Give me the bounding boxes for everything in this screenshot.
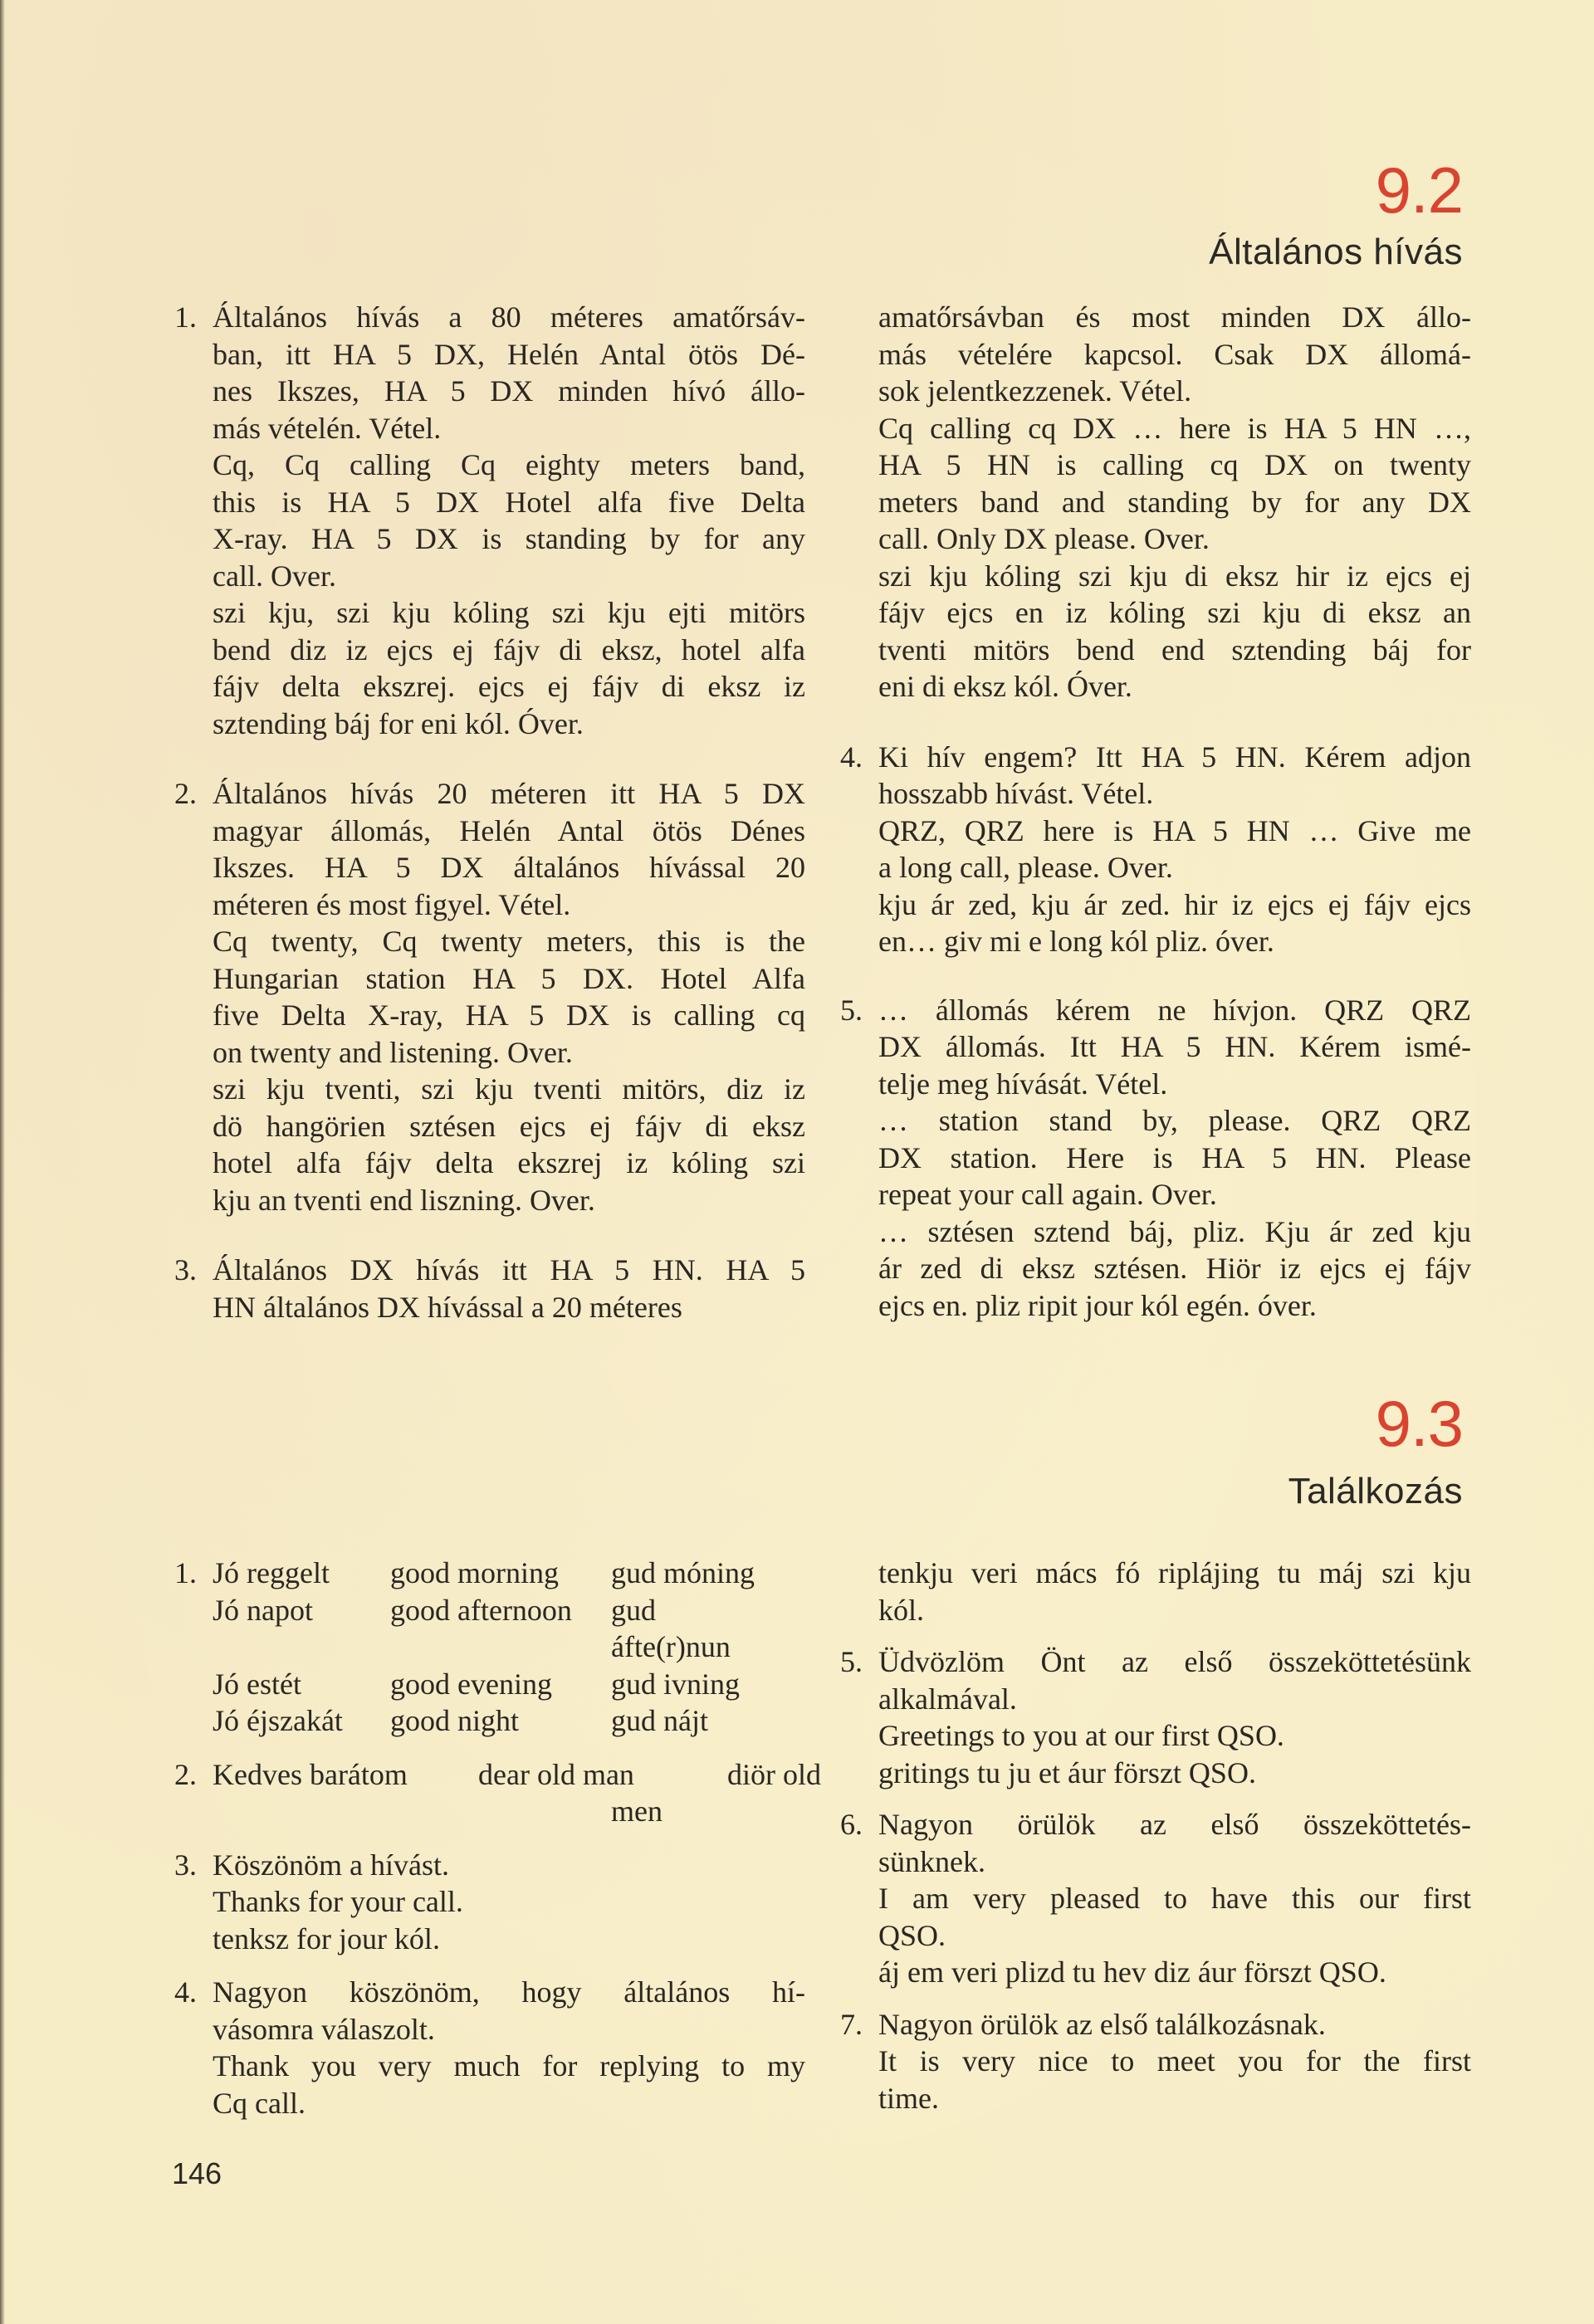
- text-line: Ikszes. HA 5 DX általános hívással 20: [213, 851, 805, 884]
- greeting-pron: gud ivning: [611, 1667, 741, 1701]
- greeting-en: good evening: [390, 1667, 552, 1701]
- phrase-pronunciation: diör old: [727, 1757, 821, 1791]
- text-line: Nagyon köszönöm, hogy általános hí-: [213, 1975, 805, 2009]
- numbered-item: [174, 1847, 805, 1958]
- numbered-item: [840, 299, 1471, 706]
- greetings-item: [174, 1555, 805, 1740]
- greeting-hu: Jó éjszakát: [213, 1704, 343, 1737]
- item-number: 1.: [174, 1556, 197, 1589]
- text-line: alkalmával.: [878, 1682, 1017, 1716]
- page-number: 146: [172, 2156, 222, 2190]
- text-line: DX station. Here is HA 5 HN. Please: [878, 1140, 1471, 1174]
- section-title-altalanos-hivas: Általános hívás: [1209, 232, 1463, 272]
- item-number: 5.: [840, 993, 863, 1027]
- text-line: Ki hív engem? Itt HA 5 HN. Kérem adjon: [878, 740, 1471, 774]
- text-line: It is very nice to meet you for the first: [878, 2044, 1471, 2077]
- greetings-table: [213, 1555, 805, 1740]
- text-line: meters band and standing by for any DX: [878, 485, 1471, 519]
- text-line: this is HA 5 DX Hotel alfa five Delta: [213, 485, 805, 519]
- numbered-item: [174, 299, 805, 742]
- text-line: szi kju kóling szi kju di eksz hir iz ejcs ej: [878, 559, 1471, 593]
- item-number: 3.: [174, 1848, 197, 1882]
- text-line: Thanks for your call.: [213, 1885, 463, 1918]
- text-line: méteren és most figyel. Vétel.: [213, 887, 571, 921]
- greeting-pron: gud: [611, 1593, 656, 1627]
- numbered-item: [840, 1555, 1471, 1628]
- greeting-pron: áfte(r)nun: [611, 1630, 731, 1663]
- greeting-hu: Jó estét: [213, 1667, 301, 1701]
- item-number: 2.: [174, 1757, 197, 1791]
- text-line: tenksz for jour kól.: [213, 1921, 440, 1955]
- text-line: Hungarian station HA 5 DX. Hotel Alfa: [213, 961, 805, 995]
- text-line: … station stand by, please. QRZ QRZ: [878, 1104, 1471, 1137]
- greeting-en: good afternoon: [390, 1593, 572, 1627]
- greeting-hu: Jó reggelt: [213, 1556, 330, 1589]
- text-line: Általános hívás a 80 méteres amatőrsáv-: [213, 300, 805, 334]
- text-line: Nagyon örülök az első összeköttetés-: [878, 1808, 1471, 1841]
- text-line: call. Only DX please. Over.: [878, 522, 1210, 555]
- numbered-item: [840, 2006, 1471, 2117]
- page-edge-shadow: [0, 0, 5, 2324]
- phrase-hungarian: Kedves barátom: [213, 1757, 408, 1791]
- section-9-3-left-column: [174, 1555, 821, 2144]
- greeting-en: good morning: [390, 1556, 559, 1589]
- text-line: bend diz iz ejcs ej fájv di eksz, hotel alfa: [213, 632, 805, 666]
- text-line: ejcs en. pliz ripit jour kól egén. óver.: [878, 1288, 1317, 1322]
- text-line: kju an tventi end liszning. Over.: [213, 1183, 595, 1217]
- text-line: ár zed di eksz sztésen. Hiör iz ejcs ej fájv: [878, 1252, 1471, 1285]
- text-line: vásomra válaszolt.: [213, 2012, 435, 2046]
- item-number: 5.: [840, 1645, 863, 1678]
- text-line: QRZ, QRZ here is HA 5 HN … Give me: [878, 813, 1471, 847]
- text-line: tventi mitörs bend end sztending báj for: [878, 632, 1471, 666]
- text-line: Greetings to you at our first QSO.: [878, 1719, 1284, 1752]
- text-line: en… giv mi e long kól pliz. óver.: [878, 925, 1274, 958]
- text-line: szi kju, szi kju kóling szi kju ejti mitörs: [213, 596, 805, 629]
- text-line: I am very pleased to have this our first: [878, 1882, 1471, 1915]
- greeting-en: [390, 1628, 611, 1666]
- phrase-english: dear old man: [478, 1757, 634, 1791]
- numbered-item: [840, 1806, 1471, 1991]
- text-line: on twenty and listening. Over.: [213, 1035, 573, 1069]
- numbered-item: [840, 739, 1471, 960]
- text-line: Thank you very much for replying to my: [213, 2049, 805, 2082]
- item-number: 6.: [840, 1808, 863, 1841]
- text-line: ban, itt HA 5 DX, Helén Antal ötös Dé-: [213, 337, 805, 371]
- text-line: HA 5 HN is calling cq DX on twenty: [878, 448, 1471, 481]
- text-line: repeat your call again. Over.: [878, 1178, 1217, 1211]
- text-line: sztending báj for eni kól. Óver.: [213, 706, 584, 740]
- text-line: Cq call.: [213, 2086, 306, 2120]
- text-line: QSO.: [878, 1918, 946, 1952]
- numbered-item: [840, 1643, 1471, 1791]
- dear-old-man-item: [174, 1756, 821, 1830]
- text-line: … sztésen sztend báj, pliz. Kju ár zed kju: [878, 1214, 1471, 1248]
- text-line: kól.: [878, 1593, 925, 1627]
- section-number-9-2: 9.2: [1375, 154, 1463, 227]
- item-number: 3.: [174, 1253, 197, 1286]
- text-line: amatőrsávban és most minden DX állo-: [878, 300, 1471, 334]
- text-line: más vételén. Vétel.: [213, 411, 442, 445]
- text-line: szi kju tventi, szi kju tventi mitörs, diz iz: [213, 1072, 805, 1106]
- text-line: Általános DX hívás itt HA 5 HN. HA 5: [213, 1253, 805, 1286]
- item-number: 4.: [174, 1975, 197, 2009]
- section-9-2-right-column: [840, 299, 1471, 1346]
- text-line: Nagyon örülök az első találkozásnak.: [878, 2007, 1326, 2041]
- text-line: áj em veri plizd tu hev diz áur förszt QSO.: [878, 1955, 1386, 1989]
- greeting-pron: gud móning: [611, 1556, 755, 1589]
- greeting-pron: gud nájt: [611, 1704, 708, 1737]
- numbered-item: [174, 1252, 805, 1326]
- section-number-9-3: 9.3: [1375, 1387, 1463, 1460]
- numbered-item: [840, 992, 1471, 1325]
- text-line: Üdvözlöm Önt az első összeköttetésünk: [878, 1645, 1471, 1678]
- item-number: 2.: [174, 777, 197, 810]
- text-line: telje meg hívását. Vétel.: [878, 1067, 1168, 1101]
- text-line: time.: [878, 2081, 939, 2115]
- text-line: hotel alfa fájv delta ekszrej iz kóling szi: [213, 1146, 805, 1179]
- item-number: 4.: [840, 740, 863, 774]
- text-line: HN általános DX hívással a 20 méteres: [213, 1290, 682, 1324]
- text-line: a long call, please. Over.: [878, 851, 1173, 884]
- text-line: DX állomás. Itt HA 5 HN. Kérem ismé-: [878, 1030, 1471, 1063]
- text-line: tenkju veri mács fó riplájing tu máj szi kju: [878, 1556, 1471, 1589]
- text-line: five Delta X-ray, HA 5 DX is calling cq: [213, 998, 805, 1032]
- text-line: sok jelentkezzenek. Vétel.: [878, 374, 1192, 408]
- section-9-2-left-column: [174, 299, 805, 1348]
- item-number: 7.: [840, 2007, 863, 2041]
- text-line: Cq twenty, Cq twenty meters, this is the: [213, 925, 805, 958]
- text-line: Cq, Cq calling Cq eighty meters band,: [213, 448, 805, 481]
- text-line: dö hangörien sztésen ejcs ej fájv di eksz: [213, 1109, 805, 1143]
- text-line: Cq calling cq DX … here is HA 5 HN …,: [878, 411, 1471, 445]
- text-line: eni di eksz kól. Óver.: [878, 670, 1132, 703]
- text-line: X-ray. HA 5 DX is standing by for any: [213, 522, 805, 555]
- text-line: Általános hívás 20 méteren itt HA 5 DX: [213, 777, 805, 810]
- text-line: sünknek.: [878, 1844, 985, 1878]
- text-line: magyar állomás, Helén Antal ötös Dénes: [213, 813, 805, 847]
- text-line: hosszabb hívást. Vétel.: [878, 777, 1154, 810]
- section-9-3-right-column: [840, 1555, 1471, 2131]
- text-line: kju ár zed, kju ár zed. hir iz ejcs ej fájv ejcs: [878, 887, 1471, 921]
- greeting-hu: Jó napot: [213, 1593, 313, 1627]
- greeting-hu: [213, 1628, 390, 1666]
- text-line: gritings tu ju et áur förszt QSO.: [878, 1755, 1256, 1789]
- phrase-pronunciation-cont: men: [611, 1794, 663, 1828]
- item-number: 1.: [174, 300, 197, 334]
- text-line: fájv ejcs en iz kóling szi kju di eksz an: [878, 596, 1471, 629]
- text-line: fájv delta ekszrej. ejcs ej fájv di eksz iz: [213, 670, 805, 703]
- section-title-talalkozas: Találkozás: [1288, 1471, 1463, 1511]
- text-line: call. Over.: [213, 559, 336, 593]
- text-line: … állomás kérem ne hívjon. QRZ QRZ: [878, 993, 1471, 1027]
- greeting-en: good night: [390, 1704, 520, 1737]
- numbered-item: [174, 775, 805, 1218]
- text-line: Köszönöm a hívást.: [213, 1848, 449, 1882]
- numbered-item: [174, 1974, 805, 2121]
- text-line: nes Ikszes, HA 5 DX minden hívó állo-: [213, 374, 805, 408]
- text-line: más vételére kapcsol. Csak DX állomá-: [878, 337, 1471, 371]
